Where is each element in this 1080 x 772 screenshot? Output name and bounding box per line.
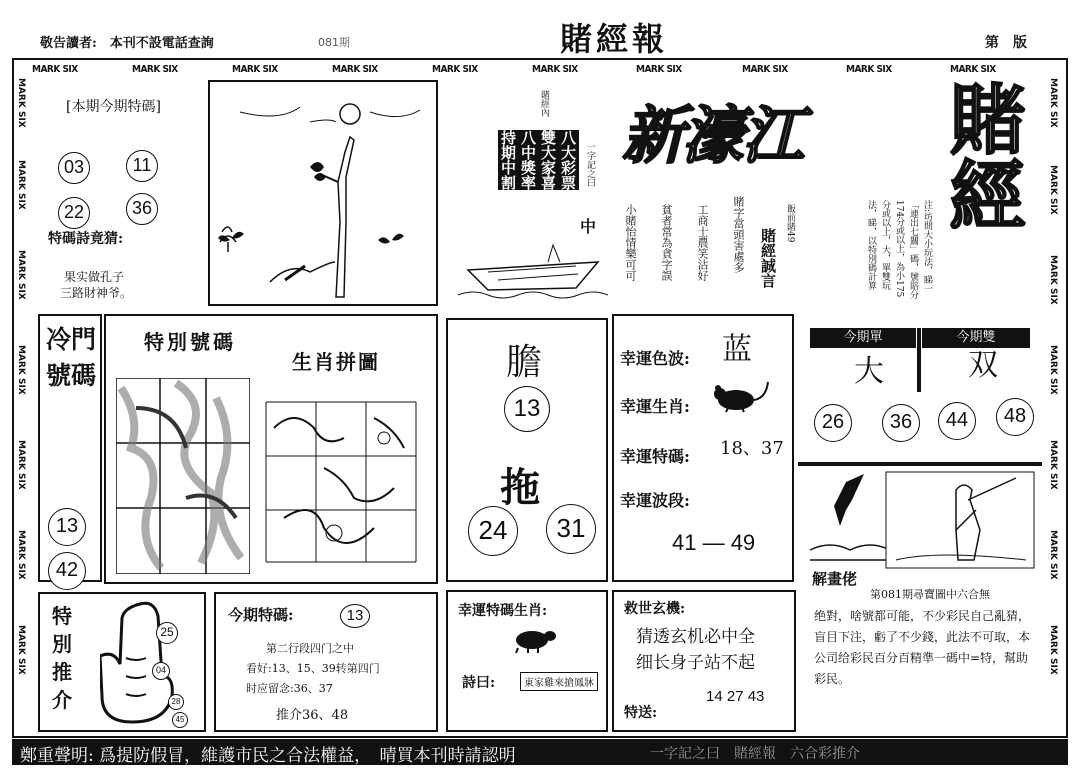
marksix-label: MARK SIX bbox=[1048, 78, 1058, 128]
luck-zodiac-label: 幸運生肖: bbox=[620, 397, 690, 416]
marksix-label: MARK SIX bbox=[950, 64, 996, 75]
bigsmall-divider bbox=[917, 328, 921, 392]
luck-color: 蓝 bbox=[722, 332, 752, 367]
marksix-label: MARK SIX bbox=[532, 64, 578, 75]
tree-picture-box bbox=[208, 80, 438, 306]
cold-title: 冷門號碼 bbox=[46, 325, 97, 390]
reader-notice: 敬告讀者: 本刊不設電話查詢 bbox=[40, 36, 214, 51]
mystic-line: 细长身子站不起 bbox=[636, 653, 755, 673]
tuo-label: 拖 bbox=[500, 464, 540, 511]
today-special-line: 看好:13、15、39转第四门 bbox=[246, 662, 380, 675]
dan-label: 膽 bbox=[506, 342, 543, 383]
boat-illustration bbox=[458, 240, 608, 302]
marksix-label: MARK SIX bbox=[16, 440, 26, 490]
number-ball: 28 bbox=[168, 694, 184, 710]
riddle-top-rule bbox=[798, 462, 1042, 466]
poem-line: 三路財神爷。 bbox=[60, 286, 133, 300]
number-ball: 13 bbox=[48, 508, 86, 546]
lucky-zodiac-poem-label: 詩曰: bbox=[462, 675, 496, 691]
brand-title-b: 賭經 bbox=[937, 80, 1026, 232]
number-ball: 44 bbox=[938, 402, 976, 440]
marksix-label: MARK SIX bbox=[16, 345, 26, 395]
marksix-label: MARK SIX bbox=[636, 64, 682, 75]
top-left-heading: [本期今期特碼] bbox=[66, 99, 161, 115]
luck-range: 41 — 49 bbox=[672, 530, 756, 555]
bigsmall-panel bbox=[798, 318, 1042, 458]
marksix-label: MARK SIX bbox=[16, 160, 26, 210]
number-ball: 13 bbox=[504, 386, 550, 432]
luck-color-label: 幸運色波: bbox=[620, 349, 690, 368]
recommend-box bbox=[38, 592, 206, 732]
riddle-label: 解畫佬 bbox=[812, 570, 858, 588]
marksix-label: MARK SIX bbox=[132, 64, 178, 75]
lucky-zodiac-poem: 東家雞來搶鳳牀 bbox=[520, 672, 598, 691]
marksix-label: MARK SIX bbox=[16, 530, 26, 580]
marksix-label: MARK SIX bbox=[1048, 625, 1058, 675]
promo-line: 八大彩票 bbox=[559, 130, 577, 190]
number-ball: 45 bbox=[172, 712, 188, 728]
riddle-illustration bbox=[806, 470, 1036, 570]
marksix-label: MARK SIX bbox=[1048, 440, 1058, 490]
puzzle-subtitle: 生肖拼圖 bbox=[292, 350, 380, 374]
brand-panel bbox=[618, 80, 1043, 308]
promo-zhong: 中 bbox=[580, 217, 597, 236]
marksix-label: MARK SIX bbox=[432, 64, 478, 75]
puzzle-image-left bbox=[116, 378, 250, 574]
riddle-heading: 第081期尋寶圖中六合無 bbox=[870, 588, 990, 601]
marksix-label: MARK SIX bbox=[1048, 165, 1058, 215]
today-special-line: 时应留念:36、37 bbox=[246, 682, 333, 695]
marksix-label: MARK SIX bbox=[1048, 530, 1058, 580]
mystic-box bbox=[612, 590, 796, 732]
marksix-label: MARK SIX bbox=[846, 64, 892, 75]
number-ball: 04 bbox=[152, 662, 170, 680]
bigsmall-tab: 今期單 bbox=[810, 328, 916, 348]
promo-line: 八中獎率 bbox=[519, 130, 537, 190]
marksix-label: MARK SIX bbox=[16, 78, 26, 128]
number-ball: 36 bbox=[126, 193, 158, 225]
animal-icon bbox=[510, 624, 558, 654]
bigsmall-value: 大 bbox=[854, 354, 884, 389]
number-ball: 48 bbox=[996, 398, 1034, 436]
bigsmall-tab: 今期雙 bbox=[922, 328, 1030, 348]
promo-line: 雙大家喜 bbox=[539, 130, 557, 190]
special-puzzle-box bbox=[104, 314, 438, 584]
promo-panel bbox=[450, 80, 615, 306]
today-special-label: 今期特碼: bbox=[228, 606, 294, 624]
brand-title-a: 新濠江 bbox=[622, 99, 803, 172]
footer-tail: 一字記之曰 賭經報 六合彩推介 bbox=[650, 746, 860, 762]
mystic-line: 猜透玄机必中全 bbox=[636, 627, 755, 647]
promo-bubble: 賭經內 bbox=[539, 90, 549, 117]
number-ball: 22 bbox=[58, 197, 90, 229]
riddle-image-frame bbox=[806, 470, 1036, 570]
lucky-zodiac-title: 幸運特碼生肖: bbox=[458, 603, 548, 619]
brand-motto: 賭經誠言 bbox=[759, 228, 777, 288]
marksix-label: MARK SIX bbox=[16, 250, 26, 300]
number-ball: 42 bbox=[48, 552, 86, 590]
today-special-box bbox=[214, 592, 438, 732]
promo-small: 一字記之曰 bbox=[585, 142, 595, 187]
mystic-title: 救世玄機: bbox=[624, 601, 686, 617]
marksix-label: MARK SIX bbox=[332, 64, 378, 75]
number-ball: 13 bbox=[340, 604, 370, 628]
poem-line: 果实做孔子 bbox=[64, 270, 125, 284]
marksix-label: MARK SIX bbox=[16, 625, 26, 675]
today-special-line: 推介36、48 bbox=[276, 708, 349, 723]
marksix-label: MARK SIX bbox=[232, 64, 278, 75]
luck-special: 18、37 bbox=[720, 438, 784, 459]
marksix-label: MARK SIX bbox=[1048, 345, 1058, 395]
luck-special-label: 幸運特碼: bbox=[620, 447, 690, 466]
proverb-line: 貧者常為貪字誤 bbox=[660, 204, 673, 281]
page-title: 賭經報 bbox=[560, 20, 669, 58]
top-left-panel bbox=[38, 80, 200, 302]
proverb-line: 飯前賭49 bbox=[785, 204, 795, 243]
dan-tuo-box bbox=[446, 318, 608, 582]
luck-range-label: 幸運波段: bbox=[620, 491, 690, 510]
number-ball: 36 bbox=[882, 404, 920, 442]
riddle-body: 绝對，啥號都可能，不少彩民自己亂猜，盲目下注，虧了不少錢，此法不可取，本公司给彩民百分百精準一碼中=特，幫助彩民。 bbox=[814, 609, 1031, 686]
issue-number: 081期 bbox=[318, 36, 350, 49]
marksix-label: MARK SIX bbox=[32, 64, 78, 75]
number-ball: 24 bbox=[468, 506, 518, 556]
poem-label: 特碼詩竟猜: bbox=[48, 231, 124, 247]
mystic-send-label: 特送: bbox=[624, 705, 658, 721]
cold-numbers-box bbox=[38, 314, 102, 582]
tree-illustration bbox=[210, 82, 436, 304]
number-ball: 11 bbox=[126, 150, 158, 182]
marksix-label: MARK SIX bbox=[742, 64, 788, 75]
bigsmall-value: 双 bbox=[968, 348, 998, 383]
riddle-text-box bbox=[800, 572, 1042, 732]
puzzle-title: 特別號碼 bbox=[144, 330, 236, 354]
footer-statement: 鄭重聲明: 爲提防假冒，維護市民之合法權益， 晴買本刊時請認明 bbox=[20, 746, 516, 766]
promo-line: 持期中割 bbox=[499, 130, 517, 190]
lucky-zodiac-box bbox=[446, 590, 608, 732]
brand-notes: 注:坊間大小玩法，睇一「連出七關」碼，號賠分174分或以上，為小175分或以上，大，單雙玩法，睇，以特別碼計算 bbox=[866, 200, 932, 299]
mystic-send: 14 27 43 bbox=[706, 688, 765, 705]
page-number: 第 版 bbox=[985, 35, 1027, 51]
luck-box bbox=[612, 314, 794, 582]
proverb-line: 小賭怡情樂可可 bbox=[624, 204, 637, 281]
number-ball: 25 bbox=[156, 622, 178, 644]
number-ball: 26 bbox=[814, 404, 852, 442]
rat-icon bbox=[710, 374, 772, 414]
recommend-title: 特別推介 bbox=[52, 604, 72, 712]
today-special-line: 第二行段四门之中 bbox=[266, 642, 354, 655]
puzzle-image-right bbox=[264, 398, 420, 566]
number-ball: 31 bbox=[546, 504, 596, 554]
proverb-line: 工商士農笑沾好 bbox=[696, 204, 709, 281]
marksix-label: MARK SIX bbox=[1048, 255, 1058, 305]
proverb-line: 賭字當頭害處多 bbox=[732, 196, 745, 273]
number-ball: 03 bbox=[58, 152, 90, 184]
